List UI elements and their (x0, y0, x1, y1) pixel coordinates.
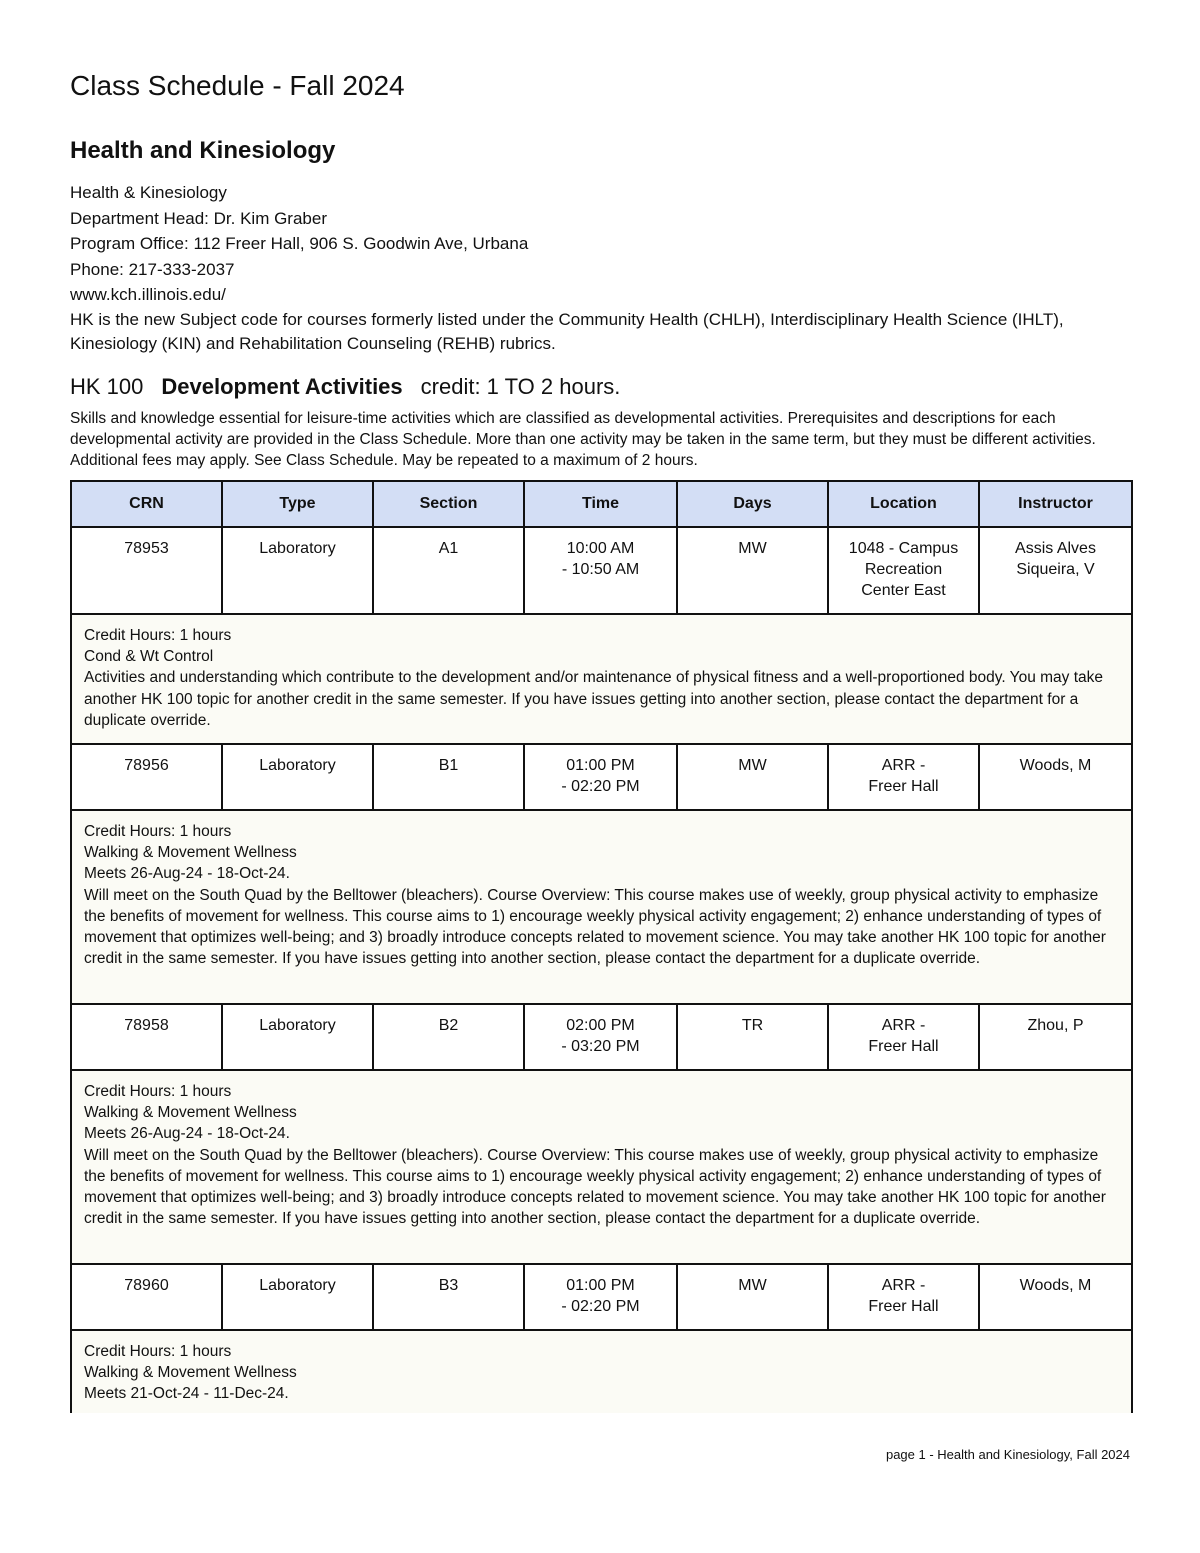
meeting-dates: Meets 26-Aug-24 - 18-Oct-24. (84, 865, 290, 883)
notes-row (71, 810, 1132, 1004)
department-website-link[interactable]: www.kch.illinois.edu/ (70, 285, 226, 304)
location-cell (828, 1264, 979, 1330)
program-office: Program Office: 112 Freer Hall, 906 S. Goodwin Ave, Urbana (70, 234, 529, 253)
credit-hours: Credit Hours: 1 hours (84, 1343, 232, 1360)
credit-hours: Credit Hours: 1 hours (84, 823, 232, 840)
location-line: Freer Hall (868, 1038, 939, 1055)
location-line: 1048 - Campus (848, 540, 959, 557)
section-table (70, 480, 1133, 1413)
topic-description: Will meet on the South Quad by the Belltower (bleachers). Course Overview: This course makes use of weekly, group physical activity to emphasize the benefits of movement for wellness. This course aims to 1) encourage weekly physical activity engagement; 2) enhance understanding of types of movement that optimizes well-being; and 3) broadly introduce concepts related to movement science. You may take another HK 100 topic for another credit in the same semester. If you have issues getting into another section, please contact the department for a duplicate override. (84, 1146, 1106, 1228)
instructor-cell: Woods, M (979, 1264, 1132, 1330)
instructor-cell (979, 527, 1132, 614)
location-line: ARR - (881, 1277, 926, 1294)
course-title: Development Activities (161, 374, 403, 399)
time-cell (524, 527, 677, 614)
time-end: - 02:20 PM (561, 778, 640, 795)
instructor-cell: Zhou, P (979, 1004, 1132, 1070)
meeting-dates: Meets 26-Aug-24 - 18-Oct-24. (84, 1125, 290, 1143)
type-cell: Laboratory (222, 744, 373, 810)
location-line: Freer Hall (868, 1298, 939, 1315)
department-title: Health and Kinesiology (70, 137, 336, 164)
column-header-crn: CRN (71, 481, 222, 527)
department-name: Health & Kinesiology (70, 183, 227, 202)
notes-row (71, 1070, 1132, 1264)
credit-hours: Credit Hours: 1 hours (84, 627, 232, 644)
column-header-days: Days (677, 481, 828, 527)
topic-title: Walking & Movement Wellness (84, 1364, 297, 1382)
notes-row (71, 614, 1132, 744)
crn-cell: 78953 (71, 527, 222, 614)
table-row (71, 1264, 1132, 1330)
topic-description: Will meet on the South Quad by the Belltower (bleachers). Course Overview: This course makes use of weekly, group physical activity to emphasize the benefits of movement for wellness. This course aims to 1) encourage weekly physical activity engagement; 2) enhance understanding of types of movement that optimizes well-being; and 3) broadly introduce concepts related to movement science. You may take another HK 100 topic for another credit in the same semester. If you have issues getting into another section, please contact the department for a duplicate override. (84, 886, 1106, 968)
topic-description: Activities and understanding which contribute to the development and/or maintenance of physical fitness and a well-proportioned body. You may take another HK 100 topic for another credit in the same semester. If you have issues getting into another section, please contact the department for a duplicate override. (84, 669, 1104, 729)
section-cell: A1 (373, 527, 524, 614)
table-row (71, 1004, 1132, 1070)
column-header-time: Time (524, 481, 677, 527)
location-cell (828, 744, 979, 810)
location-line: Freer Hall (868, 778, 939, 795)
column-header-section: Section (373, 481, 524, 527)
type-cell: Laboratory (222, 1004, 373, 1070)
days-cell: MW (677, 1264, 828, 1330)
credit-hours: Credit Hours: 1 hours (84, 1083, 232, 1100)
course-code: HK 100 (70, 374, 144, 399)
time-end: - 10:50 AM (561, 561, 640, 578)
table-row (71, 744, 1132, 810)
time-start: 01:00 PM (566, 1277, 635, 1294)
course-credit: credit: 1 TO 2 hours. (420, 374, 621, 399)
subject-code-note: HK is the new Subject code for courses formerly listed under the Community Health (CHLH), Interdisciplinary Health Science (IHLT), Kinesiology (KIN) and Rehabilitation Counseling (REHB) rubrics. (70, 309, 1064, 353)
location-line: Recreation (864, 561, 943, 578)
course-description: Skills and knowledge essential for leisure-time activities which are classified as developmental activities. Prerequisites and descriptions for each developmental activity are provided in the Class Schedule. More than one activity may be taken in the same term, but they must be different activities. Additional fees may apply. See Class Schedule. May be repeated to a maximum of 2 hours. (70, 410, 1096, 469)
table-header-row (71, 481, 1132, 527)
instructor-cell: Woods, M (979, 744, 1132, 810)
column-header-location: Location (828, 481, 979, 527)
time-start: 01:00 PM (566, 757, 635, 774)
department-head: Department Head: Dr. Kim Graber (70, 208, 327, 228)
location-line: Center East (861, 582, 946, 599)
column-header-instructor: Instructor (979, 481, 1132, 527)
topic-title: Cond & Wt Control (84, 648, 214, 666)
topic-title: Walking & Movement Wellness (84, 844, 297, 862)
crn-cell: 78960 (71, 1264, 222, 1330)
time-end: - 02:20 PM (561, 1298, 640, 1315)
time-cell (524, 1264, 677, 1330)
table-row (71, 527, 1132, 614)
days-cell: MW (677, 744, 828, 810)
section-cell: B1 (373, 744, 524, 810)
location-line: ARR - (881, 757, 926, 774)
document-title: Class Schedule - Fall 2024 (70, 70, 405, 101)
time-cell (524, 744, 677, 810)
section-notes (71, 614, 1132, 744)
section-notes (71, 1330, 1132, 1413)
section-notes (71, 1070, 1132, 1264)
crn-cell: 78956 (71, 744, 222, 810)
meeting-dates: Meets 21-Oct-24 - 11-Dec-24. (84, 1385, 289, 1403)
instructor-line: Siqueira, V (1016, 561, 1095, 578)
crn-cell: 78958 (71, 1004, 222, 1070)
days-cell: MW (677, 527, 828, 614)
course-header (70, 374, 620, 400)
time-cell (524, 1004, 677, 1070)
time-start: 02:00 PM (566, 1017, 635, 1034)
section-cell: B2 (373, 1004, 524, 1070)
topic-title: Walking & Movement Wellness (84, 1104, 297, 1122)
instructor-line: Assis Alves (1015, 540, 1096, 557)
time-end: - 03:20 PM (561, 1038, 640, 1055)
location-cell (828, 527, 979, 614)
notes-row (71, 1330, 1132, 1413)
location-line: ARR - (881, 1017, 926, 1034)
type-cell: Laboratory (222, 1264, 373, 1330)
column-header-type: Type (222, 481, 373, 527)
section-cell: B3 (373, 1264, 524, 1330)
location-cell (828, 1004, 979, 1070)
page-footer: page 1 - Health and Kinesiology, Fall 2024 (885, 1447, 1130, 1462)
days-cell: TR (677, 1004, 828, 1070)
time-start: 10:00 AM (566, 540, 635, 557)
department-phone: Phone: 217-333-2037 (70, 259, 235, 279)
type-cell: Laboratory (222, 527, 373, 614)
department-info (70, 180, 1130, 356)
section-notes (71, 810, 1132, 1004)
